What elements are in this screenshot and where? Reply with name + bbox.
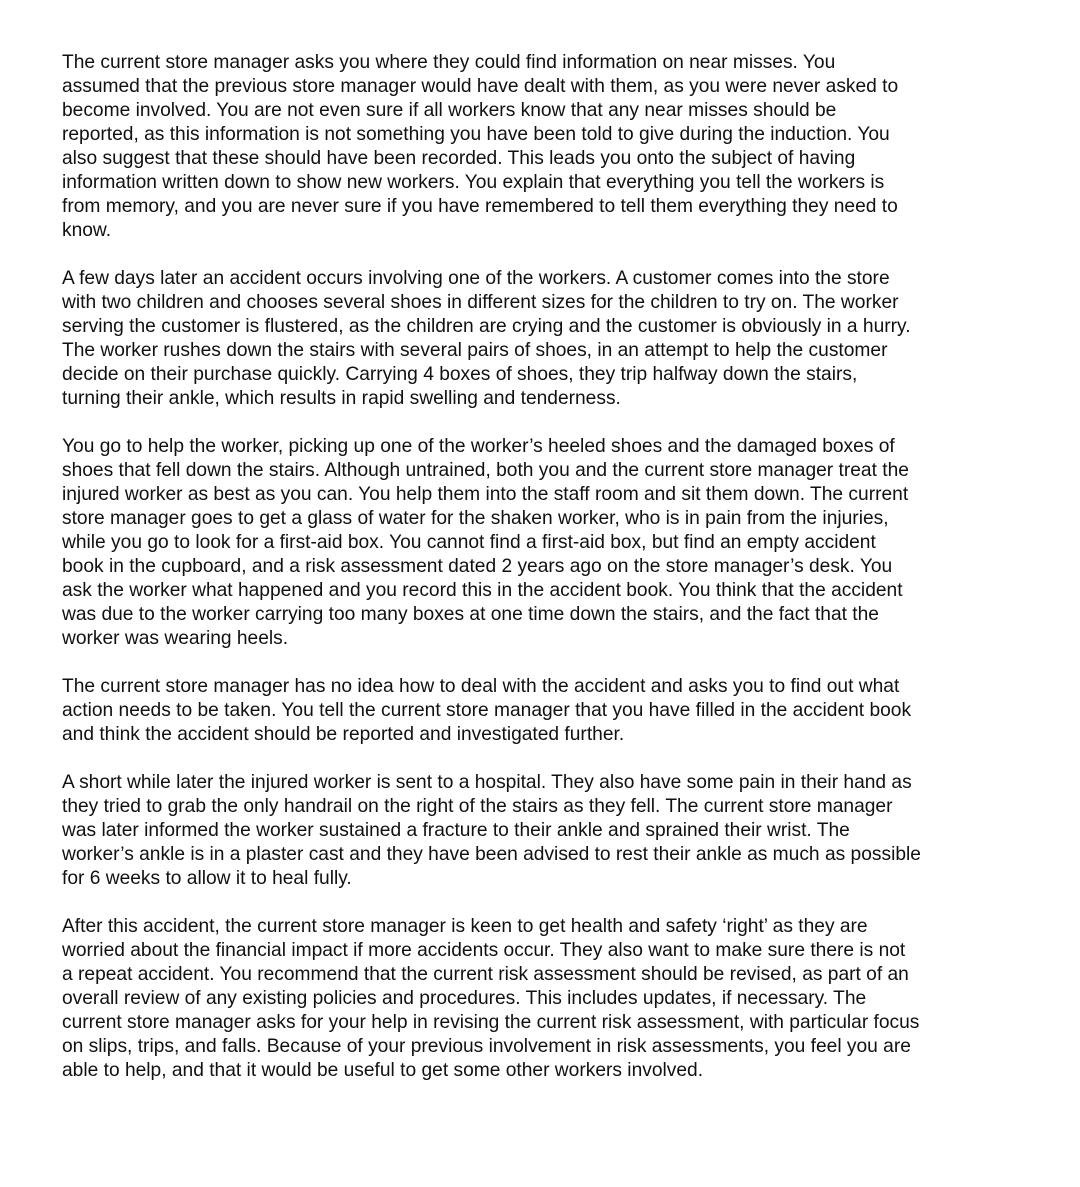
text-line: also suggest that these should have been recorded. This leads you onto the subject of having xyxy=(62,148,856,169)
text-line: worker was wearing heels. xyxy=(62,628,289,649)
text-line: know. xyxy=(62,220,112,241)
paragraph-accident-occurs xyxy=(62,267,1022,411)
text-line: a repeat accident. You recommend that the current risk assessment should be revised, as part of an xyxy=(62,964,909,985)
text-line: A short while later the injured worker is sent to a hospital. They also have some pain in their hand as xyxy=(62,772,912,793)
text-line: able to help, and that it would be useful to get some other workers involved. xyxy=(62,1060,704,1081)
text-line: reported, as this information is not something you have been told to give during the induction. You xyxy=(62,124,890,145)
text-line: The current store manager has no idea how to deal with the accident and asks you to find out what xyxy=(62,676,900,697)
text-line: worried about the financial impact if more accidents occur. They also want to make sure there is not xyxy=(62,940,906,961)
text-line: on slips, trips, and falls. Because of your previous involvement in risk assessments, you feel you are xyxy=(62,1036,911,1057)
text-line: worker’s ankle is in a plaster cast and they have been advised to rest their ankle as much as possible xyxy=(62,844,921,865)
text-line: from memory, and you are never sure if you have remembered to tell them everything they need to xyxy=(62,196,898,217)
paragraph-risk-assessment xyxy=(62,915,1022,1083)
text-line: After this accident, the current store manager is keen to get health and safety ‘right’ as they are xyxy=(62,916,868,937)
text-line: You go to help the worker, picking up one of the worker’s heeled shoes and the damaged boxes of xyxy=(62,436,895,457)
text-line: for 6 weeks to allow it to heal fully. xyxy=(62,868,352,889)
paragraph-near-misses xyxy=(62,51,1022,243)
text-line: overall review of any existing policies and procedures. This includes updates, if necessary. The xyxy=(62,988,867,1009)
text-line: ask the worker what happened and you record this in the accident book. You think that the accident xyxy=(62,580,903,601)
text-line: while you go to look for a first-aid box. You cannot find a first-aid box, but find an empty accident xyxy=(62,532,876,553)
text-line: was due to the worker carrying too many boxes at one time down the stairs, and the fact that the xyxy=(62,604,879,625)
text-line: A few days later an accident occurs involving one of the workers. A customer comes into the store xyxy=(62,268,890,289)
text-line: book in the cupboard, and a risk assessment dated 2 years ago on the store manager’s desk. You xyxy=(62,556,893,577)
text-line: injured worker as best as you can. You help them into the staff room and sit them down. The current xyxy=(62,484,909,505)
text-line: current store manager asks for your help in revising the current risk assessment, with particular focus xyxy=(62,1012,920,1033)
text-line: serving the customer is flustered, as the children are crying and the customer is obviously in a hurry. xyxy=(62,316,911,337)
paragraph-hospital xyxy=(62,771,1022,891)
paragraph-helping-worker xyxy=(62,435,1022,651)
text-line: and think the accident should be reported and investigated further. xyxy=(62,724,625,745)
text-line: The current store manager asks you where they could find information on near misses. You xyxy=(62,52,836,73)
text-line: shoes that fell down the stairs. Although untrained, both you and the current store manager treat the xyxy=(62,460,909,481)
text-line: was later informed the worker sustained a fracture to their ankle and sprained their wrist. The xyxy=(62,820,850,841)
text-line: turning their ankle, which results in rapid swelling and tenderness. xyxy=(62,388,621,409)
text-line: decide on their purchase quickly. Carrying 4 boxes of shoes, they trip halfway down the stairs, xyxy=(62,364,858,385)
text-line: assumed that the previous store manager would have dealt with them, as you were never asked to xyxy=(62,76,899,97)
text-line: The worker rushes down the stairs with several pairs of shoes, in an attempt to help the customer xyxy=(62,340,888,361)
text-line: become involved. You are not even sure if all workers know that any near misses should be xyxy=(62,100,837,121)
text-line: with two children and chooses several shoes in different sizes for the children to try on. The worker xyxy=(62,292,899,313)
document-page xyxy=(62,51,1022,1107)
paragraph-action-needed xyxy=(62,675,1022,747)
text-line: store manager goes to get a glass of water for the shaken worker, who is in pain from the injuries, xyxy=(62,508,889,529)
text-line: they tried to grab the only handrail on the right of the stairs as they fell. The current store manager xyxy=(62,796,893,817)
text-line: information written down to show new workers. You explain that everything you tell the workers is xyxy=(62,172,885,193)
text-line: action needs to be taken. You tell the current store manager that you have filled in the accident book xyxy=(62,700,912,721)
